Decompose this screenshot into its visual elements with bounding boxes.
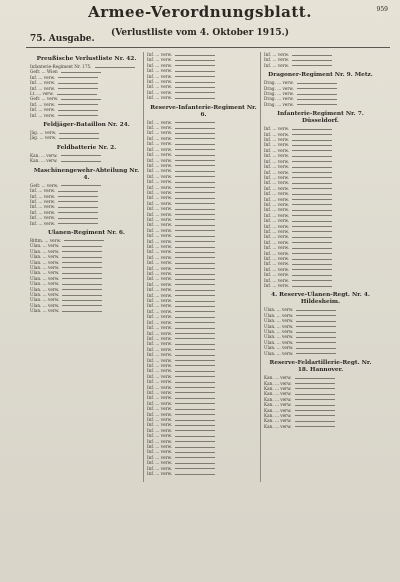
casualty-entry: Inf. ... verw.: [147, 249, 260, 254]
casualty-entry: Inf. ... verw.: [264, 267, 377, 272]
casualty-entry: Inf. ... verw.: [147, 239, 260, 244]
section-heading: Preußische Verlustliste Nr. 42.: [36, 56, 137, 62]
casualty-entry: Ulan. ... verw.: [264, 329, 377, 334]
casualty-entry: Ulan. ... verw.: [30, 265, 143, 270]
publication-subtitle: (Verlustliste vom 4. Oktober 1915.): [111, 28, 289, 38]
casualty-entry: Inf. ... verw.: [264, 278, 377, 283]
casualty-entry: Ulan. ... verw.: [30, 308, 143, 313]
casualty-entry: Inf. ... verw.: [30, 210, 143, 215]
casualty-entry: Kan. ... verw.: [264, 402, 377, 407]
casualty-entry: Inf. ... verw.: [147, 233, 260, 238]
casualty-entry: Inf. ... verw.: [147, 455, 260, 460]
casualty-entry: Inf. ... verw.: [147, 471, 260, 476]
casualty-entry: Ulan. ... verw.: [30, 297, 143, 302]
casualty-entry: Inf. ... verw.: [147, 228, 260, 233]
casualty-entry: Inf. ... verw.: [147, 466, 260, 471]
page-number: 959: [376, 6, 388, 13]
casualty-entry: Inf. ... verw.: [264, 256, 377, 261]
casualty-entry: Inf. ... verw.: [147, 412, 260, 417]
casualty-entry: Inf. ... verw.: [147, 79, 260, 84]
casualty-entry: Inf. ... verw.: [30, 204, 143, 209]
casualty-entry: Inf. ... verw.: [147, 152, 260, 157]
column-divider: [260, 52, 261, 482]
casualty-entry: Ulan. ... verw.: [264, 307, 377, 312]
casualty-entry: Drag. ... verw.: [264, 91, 377, 96]
casualty-entry: Inf. ... verw.: [147, 401, 260, 406]
casualty-entry: Inf. ... verw.: [30, 199, 143, 204]
casualty-entry: Inf. ... verw.: [264, 245, 377, 250]
casualty-entry: Inf. ... verw.: [264, 137, 377, 142]
casualty-entry: Inf. ... verw.: [147, 303, 260, 308]
casualty-entry: Inf. ... verw.: [147, 255, 260, 260]
casualty-entry: Ulan. ... verw.: [264, 351, 377, 356]
casualty-entry: Inf. ... verw.: [264, 283, 377, 288]
casualty-entry: Inf. ... verw.: [147, 276, 260, 281]
casualty-entry: Inf. ... verw.: [147, 363, 260, 368]
casualty-entry: Inf. ... verw.: [147, 125, 260, 130]
casualty-entry: Inf. ... verw.: [264, 126, 377, 131]
casualty-entry: Inf. ... verw.: [147, 195, 260, 200]
casualty-entry: Inf. ... verw.: [147, 341, 260, 346]
casualty-entry: Ulan. ... verw.: [264, 334, 377, 339]
casualty-entry: Inf. ... verw.: [147, 185, 260, 190]
casualty-entry: Inf. ... verw.: [30, 194, 143, 199]
casualty-entry: Ulan. ... verw.: [264, 313, 377, 318]
casualty-entry: Ulan. ... verw.: [30, 260, 143, 265]
casualty-entry: Inf. ... verw.: [147, 347, 260, 352]
casualty-entry: Ulan. ... verw.: [30, 287, 143, 292]
casualty-entry: Inf. ... verw.: [147, 336, 260, 341]
casualty-entry: Inf. ... verw.: [147, 174, 260, 179]
issue-number: 75. Ausgabe.: [30, 34, 95, 44]
casualty-entry: Ulan. ... verw.: [264, 318, 377, 323]
casualty-entry: Inf. ... verw.: [147, 374, 260, 379]
casualty-entry: Inf. ... verw.: [147, 163, 260, 168]
casualty-entry: Kan. ... verw.: [264, 413, 377, 418]
casualty-entry: Inf. ... verw.: [264, 63, 377, 68]
header-rule: [26, 47, 390, 48]
casualty-entry: Inf. ... verw.: [264, 218, 377, 223]
casualty-entry: Inf. ... verw.: [264, 132, 377, 137]
casualty-entry: Kan. ... verw.: [264, 391, 377, 396]
casualty-entry: Ulan. ... verw.: [30, 254, 143, 259]
casualty-entry: Inf. ... verw.: [264, 240, 377, 245]
casualty-entry: Kan. ... verw.: [264, 397, 377, 402]
casualty-entry: Inf. ... verw.: [147, 206, 260, 211]
casualty-entry: Inf. ... verw.: [147, 460, 260, 465]
casualty-entry: Inf. ... verw.: [147, 147, 260, 152]
casualty-entry: Inf. ... verw.: [264, 164, 377, 169]
casualty-entry: Inf. ... verw.: [264, 186, 377, 191]
casualty-entry: Inf. ... verw.: [147, 444, 260, 449]
casualty-entry: Inf. ... verw.: [30, 107, 143, 112]
casualty-entry: Inf. ... verw.: [147, 260, 260, 265]
column-divider: [143, 52, 144, 482]
casualty-entry: Inf. ... verw.: [264, 213, 377, 218]
casualty-entry: Inf. ... verw.: [147, 320, 260, 325]
casualty-entry: Inf. ... verw.: [147, 422, 260, 427]
casualty-entry: Inf. ... verw.: [147, 57, 260, 62]
casualty-entry: Inf. ... verw.: [147, 120, 260, 125]
section-heading: Infanterie-Regiment Nr. 7. Düsseldorf.: [277, 111, 364, 125]
casualty-entry: Inf. ... verw.: [264, 207, 377, 212]
casualty-entry: Drag. ... verw.: [264, 96, 377, 101]
casualty-entry: Jäg. ... verw.: [30, 135, 143, 140]
casualty-entry: Inf. ... verw.: [147, 266, 260, 271]
casualty-entry: Inf. ... verw.: [264, 52, 377, 57]
casualty-entry: Inf. ... verw.: [147, 385, 260, 390]
casualty-entry: Inf. ... verw.: [147, 309, 260, 314]
casualty-entry: Inf. ... verw.: [264, 148, 377, 153]
casualty-entry: Inf. ... verw.: [30, 80, 143, 85]
casualty-entry: Inf. ... verw.: [147, 417, 260, 422]
casualty-entry: Inf. ... verw.: [147, 439, 260, 444]
casualty-entry: Inf. ... verw.: [264, 191, 377, 196]
casualty-entry: Kan. ... verw.: [264, 375, 377, 380]
casualty-entry: Inf. ... verw.: [147, 158, 260, 163]
casualty-entry: Inf. ... verw.: [147, 68, 260, 73]
casualty-entry: Inf. ... verw.: [147, 368, 260, 373]
casualty-entry: Inf. ... verw.: [147, 428, 260, 433]
casualty-entry: Inf. ... verw.: [147, 130, 260, 135]
casualty-entry: Kan. ... verw.: [264, 386, 377, 391]
casualty-entry: Inf. ... verw.: [147, 244, 260, 249]
casualty-entry: Inf. ... verw.: [147, 95, 260, 100]
section-heading: Feldbatterie Nr. 2.: [56, 144, 117, 151]
casualty-entry: Gefr. ... verw.: [30, 183, 143, 188]
casualty-entry: Inf. ... verw.: [264, 229, 377, 234]
casualty-entry: Inf. ... verw.: [147, 201, 260, 206]
casualty-entry: Ulan. ... verw.: [30, 270, 143, 275]
casualty-entry: Ulan. ... verw.: [30, 249, 143, 254]
casualty-entry: Inf. ... verw.: [147, 190, 260, 195]
casualty-entry: Inf. ... verw.: [147, 379, 260, 384]
casualty-entry: Ulan. ... verw.: [30, 292, 143, 297]
casualty-entry: Inf. ... verw.: [30, 113, 143, 118]
section-heading: Feldjäger-Bataillon Nr. 24.: [43, 122, 130, 129]
casualty-entry: Inf. ... verw.: [147, 314, 260, 319]
casualty-entry: Inf. ... verw.: [264, 202, 377, 207]
casualty-entry: Inf. ... verw.: [147, 179, 260, 184]
casualty-entry: Ulan. ... verw.: [30, 303, 143, 308]
casualty-entry: Infanterie-Regiment Nr. 175.: [30, 64, 143, 69]
casualty-entry: Ulan. ... verw.: [30, 281, 143, 286]
page-bottom-margin: [0, 502, 400, 582]
column-1: [30, 52, 143, 522]
casualty-entry: Inf. ... verw.: [264, 142, 377, 147]
casualty-entry: Inf. ... verw.: [147, 63, 260, 68]
casualty-entry: Kan. ... verw.: [264, 418, 377, 423]
section-heading: Reserve-Feldartillerie-Regt. Nr. 18. Hannover.: [269, 360, 372, 374]
casualty-entry: Kan. ... verw.: [30, 158, 143, 163]
casualty-entry: Jäg. ... verw.: [30, 130, 143, 135]
casualty-entry: Kan. ... verw.: [264, 408, 377, 413]
casualty-entry: Kan. ... verw.: [30, 153, 143, 158]
casualty-entry: Lt. ... verw.: [30, 91, 143, 96]
casualty-entry: Inf. ... verw.: [30, 75, 143, 80]
section-heading: Reserve-Infanterie-Regiment Nr. 6.: [150, 104, 257, 118]
casualty-entry: Inf. ... verw.: [264, 234, 377, 239]
section-heading: Maschinengewehr-Abteilung Nr. 4.: [33, 167, 140, 181]
casualty-entry: Inf. ... verw.: [147, 271, 260, 276]
casualty-entry: Inf. ... verw.: [264, 251, 377, 256]
casualty-entry: Inf. ... verw.: [30, 188, 143, 193]
casualty-entry: Inf. ... verw.: [147, 168, 260, 173]
casualty-entry: Inf. ... verw.: [147, 84, 260, 89]
casualty-entry: Inf. ... verw.: [147, 90, 260, 95]
casualty-entry: Inf. ... verw.: [147, 282, 260, 287]
casualty-entry: Inf. ... verw.: [147, 293, 260, 298]
casualty-entry: Inf. ... verw.: [147, 222, 260, 227]
casualty-entry: Inf. ... verw.: [147, 433, 260, 438]
casualty-entry: Inf. ... verw.: [147, 212, 260, 217]
casualty-entry: Inf. ... verw.: [264, 224, 377, 229]
casualty-entry: Inf. ... verw.: [147, 141, 260, 146]
casualty-entry: Inf. ... verw.: [147, 287, 260, 292]
casualty-entry: Ulan. ... verw.: [30, 243, 143, 248]
casualty-entry: Inf. ... verw.: [147, 395, 260, 400]
casualty-entry: Ulan. ... verw.: [264, 340, 377, 345]
casualty-entry: Kan. ... verw.: [264, 424, 377, 429]
casualty-entry: Inf. ... verw.: [147, 406, 260, 411]
casualty-entry: Ulan. ... verw.: [30, 276, 143, 281]
casualty-entry: Drag. ... verw.: [264, 80, 377, 85]
casualty-entry: Inf. ... verw.: [264, 261, 377, 266]
casualty-entry: Inf. ... verw.: [147, 325, 260, 330]
casualty-entry: Inf. ... verw.: [264, 159, 377, 164]
casualty-entry: Inf. ... verw.: [147, 136, 260, 141]
casualty-entry: Inf. ... verw.: [147, 358, 260, 363]
page-header: [0, 0, 400, 46]
casualty-entry: Inf. ... verw.: [30, 221, 143, 226]
casualty-entry: Inf. ... verw.: [264, 57, 377, 62]
column-2: [147, 52, 260, 522]
section-heading: Dragoner-Regiment Nr. 9. Metz.: [268, 72, 373, 79]
casualty-entry: Kan. ... verw.: [264, 381, 377, 386]
casualty-entry: Inf. ... verw.: [30, 86, 143, 91]
casualty-entry: Inf. ... verw.: [147, 390, 260, 395]
casualty-entry: Inf. ... verw.: [30, 102, 143, 107]
section-heading: 4. Reserve-Ulanen-Regt. Nr. 4. Hildesheim.: [271, 292, 370, 306]
casualty-entry: Inf. ... verw.: [147, 217, 260, 222]
casualty-entry: Drag. ... verw.: [264, 102, 377, 107]
casualty-entry: Gefr. ... verw.: [30, 96, 143, 101]
section-heading: Ulanen-Regiment Nr. 6.: [48, 229, 125, 236]
casualty-entry: Inf. ... verw.: [147, 74, 260, 79]
casualty-entry: Inf. ... verw.: [264, 197, 377, 202]
casualty-entry: Inf. ... verw.: [147, 352, 260, 357]
casualty-entry: Ulan. ... verw.: [264, 345, 377, 350]
casualty-entry: Inf. ... verw.: [147, 298, 260, 303]
casualty-entry: Drag. ... verw.: [264, 86, 377, 91]
casualty-entry: Inf. ... verw.: [147, 331, 260, 336]
casualty-entry: Inf. ... verw.: [30, 215, 143, 220]
casualty-entry: Inf. ... verw.: [264, 175, 377, 180]
casualty-entry: Inf. ... verw.: [264, 170, 377, 175]
casualty-entry: Gefr. ... Wien: [30, 69, 143, 74]
casualty-entry: Inf. ... verw.: [147, 52, 260, 57]
casualty-entry: Ulan. ... verw.: [264, 324, 377, 329]
casualty-entry: Rittm. ... verw.: [30, 238, 143, 243]
casualty-entry: Inf. ... verw.: [264, 153, 377, 158]
casualty-entry: Inf. ... verw.: [264, 180, 377, 185]
publication-title: Armee-Verordnungsblatt.: [88, 3, 312, 21]
casualty-entry: Inf. ... verw.: [147, 449, 260, 454]
casualty-entry: Inf. ... verw.: [264, 272, 377, 277]
column-3: [264, 52, 377, 522]
